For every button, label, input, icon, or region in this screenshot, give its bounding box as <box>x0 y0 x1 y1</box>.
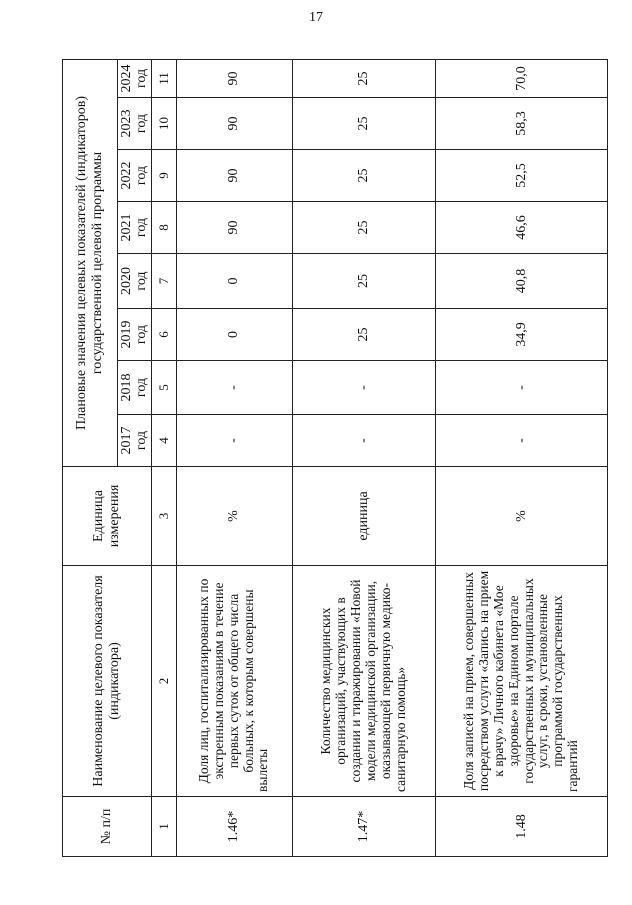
value-2020: 0 <box>176 254 292 309</box>
value-2019: 34,9 <box>436 309 608 361</box>
value-2018: - <box>436 361 608 415</box>
column-index: 5 <box>152 361 176 415</box>
header-planned-values: Плановые значения целевых показателей (индикаторов) государственной целевой программы <box>63 59 118 466</box>
column-index: 9 <box>152 150 176 202</box>
column-index-row <box>152 59 176 856</box>
table-row <box>176 59 292 856</box>
column-index: 3 <box>152 467 176 566</box>
value-2019: 25 <box>292 309 435 361</box>
value-2021: 46,6 <box>436 202 608 254</box>
rotated-landscape-page <box>62 60 608 857</box>
value-2018: - <box>176 361 292 415</box>
value-2017: - <box>292 415 435 467</box>
value-2017: - <box>436 415 608 467</box>
row-number: 1.48 <box>436 797 608 857</box>
table-row <box>292 59 435 856</box>
header-year-2020: 2020 год <box>118 254 152 309</box>
value-2021: 90 <box>176 202 292 254</box>
column-index: 7 <box>152 254 176 309</box>
column-index: 4 <box>152 415 176 467</box>
table-row <box>436 59 608 856</box>
value-2018: - <box>292 361 435 415</box>
value-2023: 58,3 <box>436 98 608 150</box>
page-number: 17 <box>309 10 323 25</box>
column-index: 8 <box>152 202 176 254</box>
table-wrapper <box>62 60 608 857</box>
column-index: 2 <box>152 566 176 797</box>
header-year-2021: 2021 год <box>118 202 152 254</box>
header-year-2018: 2018 год <box>118 361 152 415</box>
value-2024: 90 <box>176 59 292 97</box>
value-2020: 40,8 <box>436 254 608 309</box>
value-2017: - <box>176 415 292 467</box>
row-number: 1.46* <box>176 797 292 857</box>
indicator-unit: единица <box>292 467 435 566</box>
indicator-unit: % <box>176 467 292 566</box>
header-number: № п/п <box>63 797 152 857</box>
indicator-name: Доля записей на прием, совершенных посредством услуги «Запись на прием к врачу» Личного кабинета «Мое здоровье» на Едином портале государственных и муниципальных услуг, в сроки, установленные программой государственных гарантий <box>436 566 608 797</box>
header-year-2017: 2017 год <box>118 415 152 467</box>
header-year-2023: 2023 год <box>118 98 152 150</box>
value-2022: 90 <box>176 150 292 202</box>
column-index: 10 <box>152 98 176 150</box>
value-2024: 25 <box>292 59 435 97</box>
header-year-2024: 2024 год <box>118 59 152 97</box>
value-2024: 70,0 <box>436 59 608 97</box>
indicator-unit: % <box>436 467 608 566</box>
indicator-name: Доля лиц, госпитализированных по экстренным показаниям в течение первых суток от общего числа больных, к которым совершены вылеты <box>176 566 292 797</box>
value-2019: 0 <box>176 309 292 361</box>
value-2020: 25 <box>292 254 435 309</box>
value-2023: 25 <box>292 98 435 150</box>
row-number: 1.47* <box>292 797 435 857</box>
indicators-table <box>62 59 608 857</box>
header-indicator-name: Наименование целевого показателя (индикатора) <box>63 566 152 797</box>
value-2022: 25 <box>292 150 435 202</box>
column-index: 6 <box>152 309 176 361</box>
indicator-name: Количество медицинских организаций, участвующих в создании и тиражировании «Новой модели медицинской организации, оказывающей первичную медико-санитарную помощь» <box>292 566 435 797</box>
column-index: 1 <box>152 797 176 857</box>
value-2021: 25 <box>292 202 435 254</box>
value-2023: 90 <box>176 98 292 150</box>
header-unit: Единица измерения <box>63 467 152 566</box>
header-year-2022: 2022 год <box>118 150 152 202</box>
header-year-2019: 2019 год <box>118 309 152 361</box>
value-2022: 52,5 <box>436 150 608 202</box>
column-index: 11 <box>152 59 176 97</box>
